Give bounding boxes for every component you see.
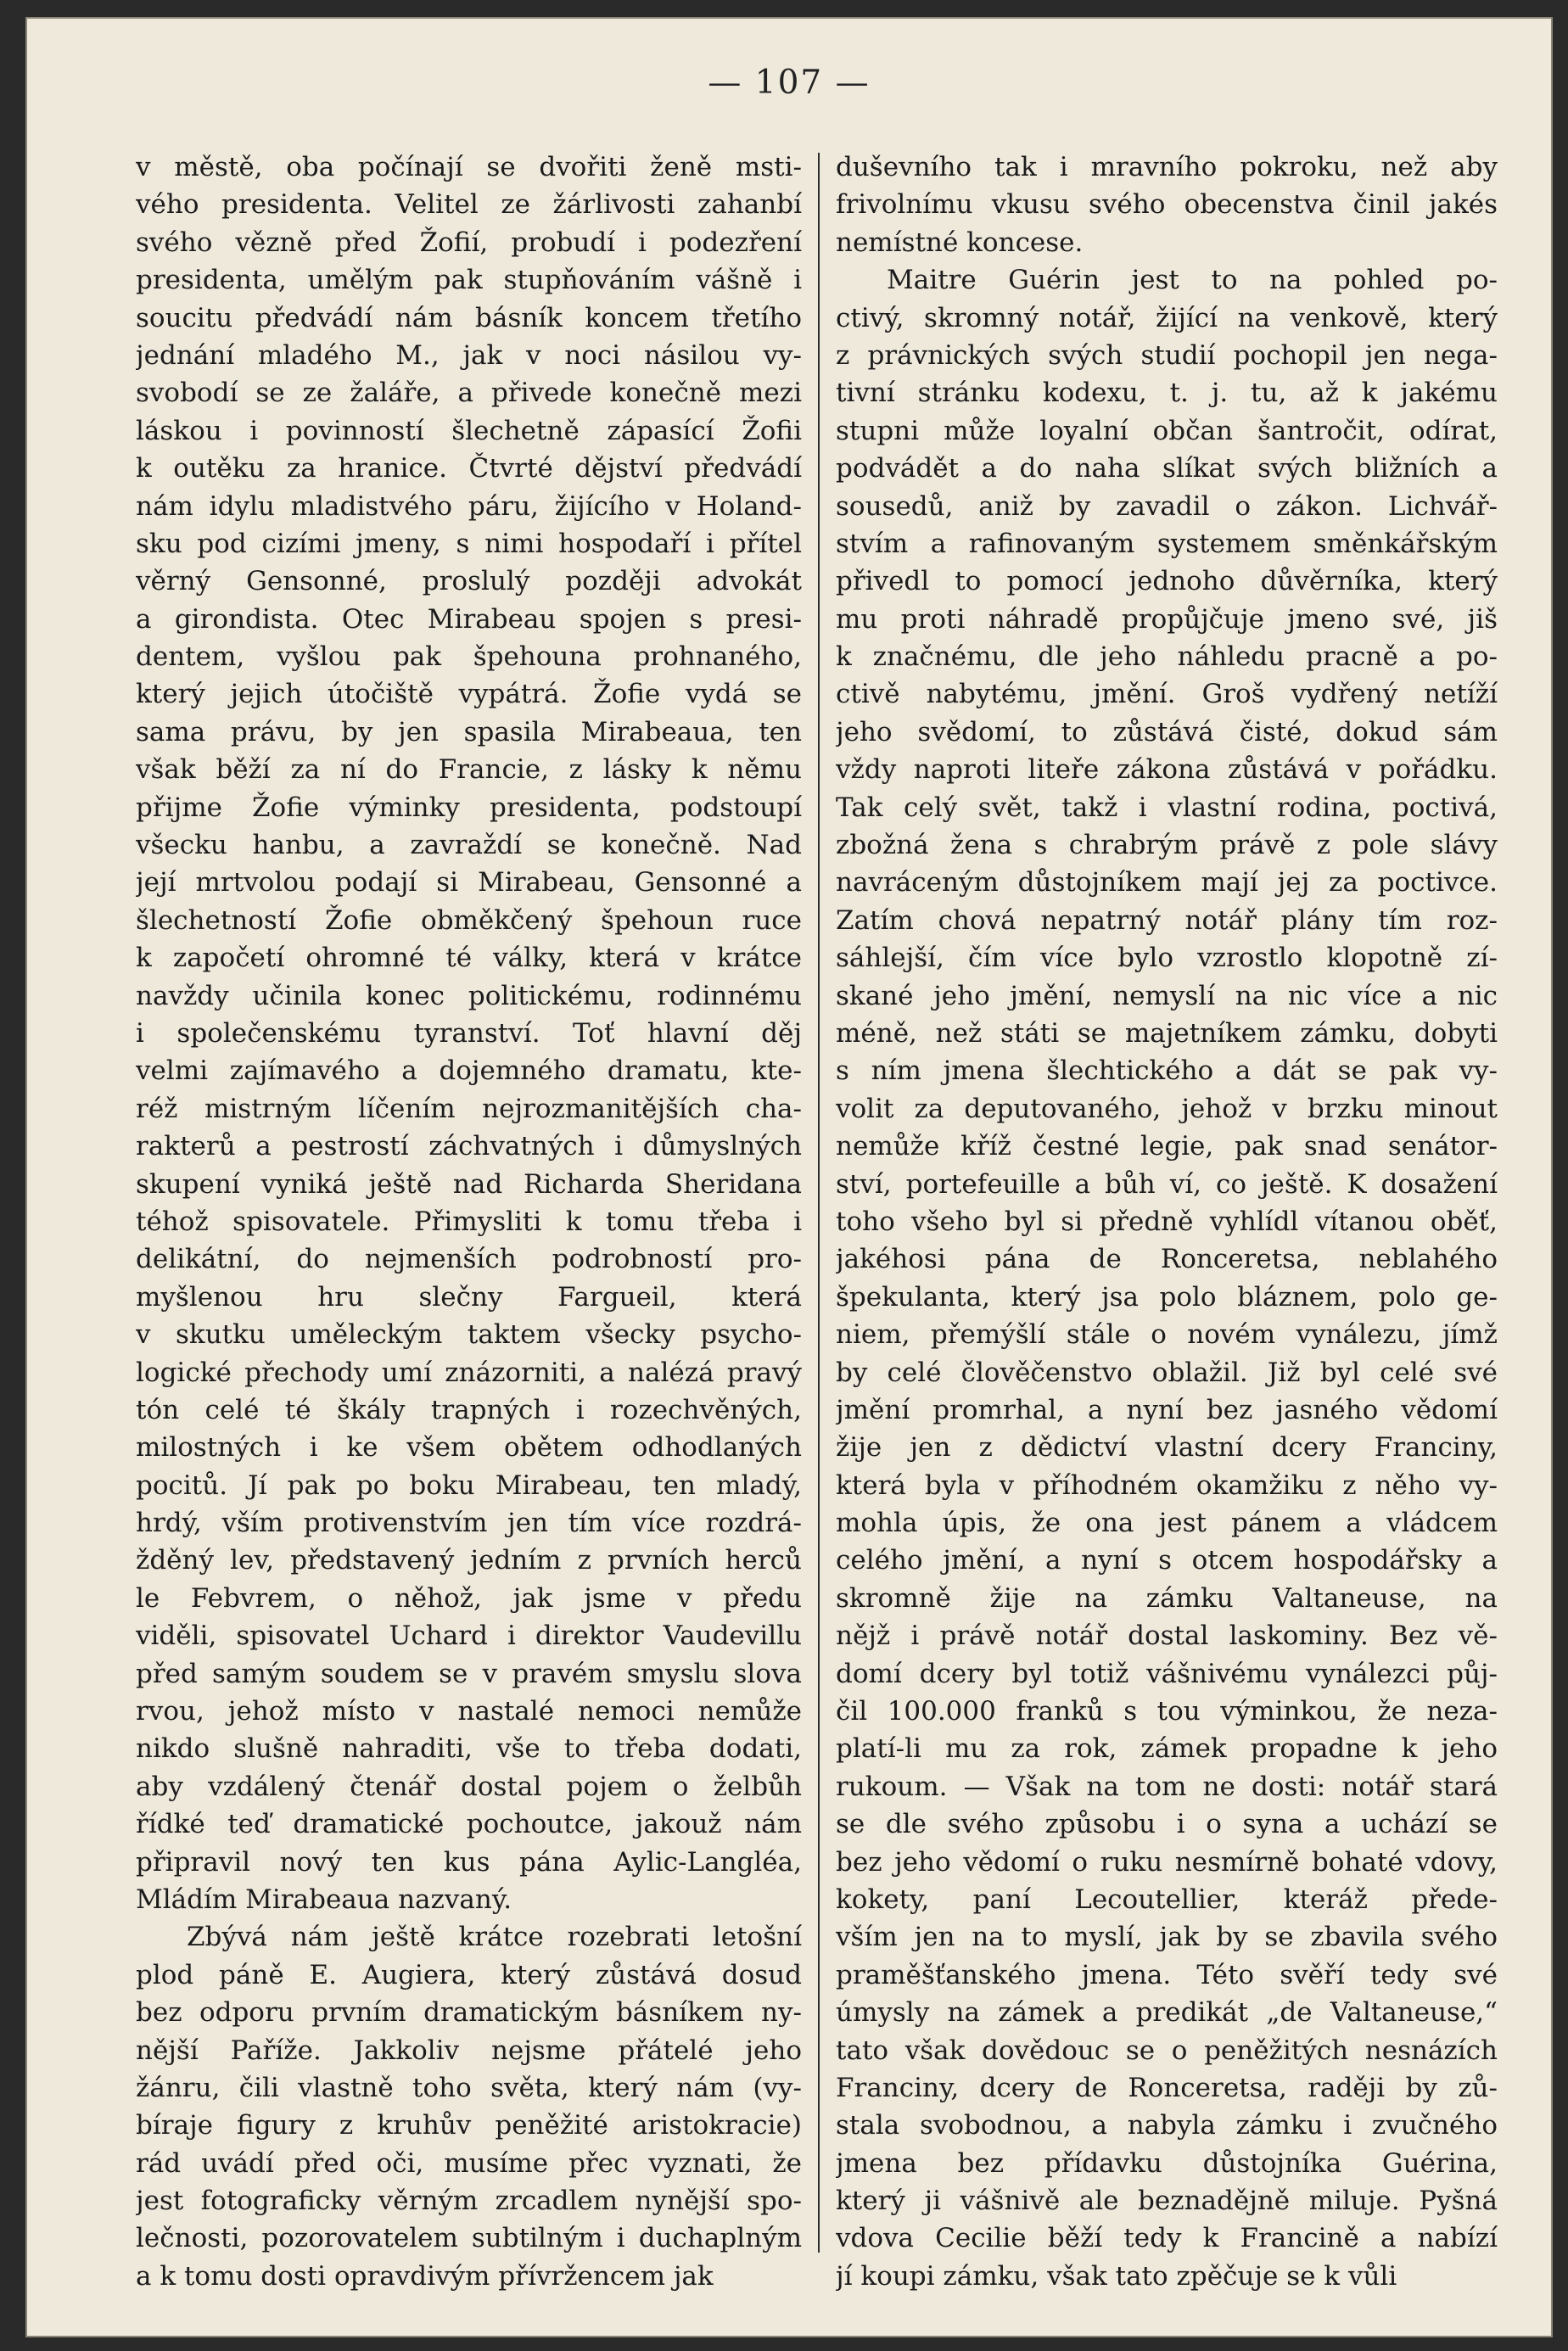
text-line: le Febvrem, o něhož, jak jsme v předu [136, 1582, 802, 1614]
text-line: k značnému, dle jeho náhledu pracně a po- [836, 641, 1498, 673]
text-line: žděný lev, představený jedním z prvních herců [136, 1545, 802, 1576]
text-line: Zbývá nám ještě krátce rozebrati letošní [187, 1922, 802, 1953]
text-line: který ji vášnivě ale beznadějně miluje. Pyšná [836, 2186, 1498, 2217]
text-line: by celé člověčenstvo oblažil. Již byl celé své [836, 1357, 1498, 1388]
text-line: pocitů. Jí pak po boku Mirabeau, ten mladý, [136, 1469, 802, 1501]
text-line: která byla v příhodném okamžiku z něho vy- [836, 1469, 1498, 1501]
text-line: bez odporu prvním dramatickým básníkem ny- [136, 1997, 802, 2029]
text-line: řídké teď dramatické pochoutce, jakouž nám [136, 1809, 802, 1840]
text-line: rakterů a pestrostí záchvatných i důmyslných [136, 1131, 802, 1162]
text-line: ctivý, skromný notář, žijící na venkově, který [836, 302, 1498, 333]
text-line: k započetí ohromné té války, která v krátce [136, 943, 802, 974]
text-line: jest fotograficky věrným zrcadlem nynější spo- [136, 2186, 802, 2217]
text-line: toho všeho byl si předně vyhlídl vítanou oběť, [836, 1206, 1498, 1237]
text-line: logické přechody umí znázorniti, a nalézá pravý [136, 1357, 802, 1388]
text-line: domí dcery byl totiž vášnivému vynálezci půj- [836, 1658, 1498, 1689]
text-line: nám idylu mladistvého páru, žijícího v Holand- [136, 490, 802, 522]
text-line: v skutku uměleckým taktem všecky psycho- [136, 1319, 802, 1351]
text-line: mu proti náhradě propůjčuje jmeno své, jiš [836, 603, 1498, 635]
text-line: úmysly na zámek a predikát „de Valtaneuse,“ [836, 1997, 1498, 2029]
text-line: jeho svědomí, to zůstává čisté, dokud sám [836, 716, 1498, 747]
text-line: viděli, spisovatel Uchard i direktor Vaudevillu [136, 1621, 802, 1652]
text-line: presidenta, umělým pak stupňováním vášně i [136, 265, 802, 296]
text-line: přijme Žofie výminky presidenta, podstoupí [136, 792, 802, 823]
text-line: rukoum. — Však na tom ne dosti: notář stará [836, 1771, 1498, 1802]
text-line: sama právu, by jen spasila Mirabeaua, ten [136, 716, 802, 747]
text-line: žánru, čili vlastně toho světa, který nám (vy- [136, 2072, 802, 2103]
text-line: nemůže kříž čestné legie, pak snad senátor- [836, 1131, 1498, 1162]
text-line: jmění promrhal, a nyní bez jasného vědomí [836, 1394, 1498, 1425]
document-page [25, 17, 1553, 2337]
text-line: se dle svého způsobu i o syna a uchází se [836, 1809, 1498, 1840]
text-line: láskou i povinností šlechetně zápasící Žofii [136, 415, 802, 446]
text-line: soucitu předvádí nám básník koncem třetího [136, 302, 802, 333]
text-line: rád uvádí před oči, musíme přec vyznati, že [136, 2147, 802, 2179]
text-line: sáhlejší, čím více bylo vzrostlo klopotně zí- [836, 943, 1498, 974]
text-line: k outěku za hranice. Čtvrté dějství předvádí [136, 453, 802, 484]
text-line: a girondista. Otec Mirabeau spojen s presi- [136, 603, 802, 635]
text-line: hrdý, vším protivenstvím jen tím více rozdrá- [136, 1508, 802, 1539]
text-line: sousedů, aniž by zavadil o zákon. Lichvář- [836, 490, 1498, 522]
text-line: vdova Cecilie běží tedy k Francině a nabízí [836, 2223, 1498, 2254]
text-line: navráceným důstojníkem mají jej za poctivce. [836, 867, 1498, 898]
text-line: Maitre Guérin jest to na pohled po- [887, 265, 1498, 296]
text-line: Tak celý svět, takž i vlastní rodina, poctivá, [836, 792, 1498, 823]
text-line: a k tomu dosti opravdivým přívržencem jak [136, 2260, 714, 2292]
text-line: nějž i právě notář dostal laskominy. Bez vě- [836, 1621, 1498, 1652]
text-line: jí koupi zámku, však tato zpěčuje se k vůli [836, 2260, 1397, 2292]
text-line: nemístné koncese. [836, 227, 1084, 258]
text-line: praměšťanského jmena. Této svěří tedy své [836, 1959, 1498, 1990]
column-divider [818, 153, 820, 2253]
text-line: Zatím chová nepatrný notář plány tím roz- [836, 904, 1498, 936]
text-line: tivní stránku kodexu, t. j. tu, až k jakému [836, 378, 1498, 409]
text-line: svobodí se ze žaláře, a přivede konečně mezi [136, 378, 802, 409]
text-line: rvou, jehož místo v nastalé nemoci nemůže [136, 1696, 802, 1727]
left-column [136, 148, 802, 2295]
text-line: vého presidenta. Velitel ze žárlivosti zahanbí [136, 189, 802, 221]
text-line: myšlenou hru slečny Fargueil, která [136, 1281, 802, 1313]
text-line: platí-li mu za rok, zámek propadne k jeho [836, 1733, 1498, 1765]
right-column [836, 148, 1498, 2295]
text-line: skané jeho jmění, nemyslí na nic více a nic [836, 980, 1498, 1011]
text-line: i společenskému tyranství. Toť hlavní děj [136, 1017, 802, 1049]
text-line: ství, portefeuille a bůh ví, co ještě. K dosažení [836, 1168, 1498, 1200]
text-line: jakéhosi pána de Ronceretsa, neblahého [836, 1244, 1498, 1275]
text-line: réž mistrným líčením nejrozmanitějších cha- [136, 1093, 802, 1124]
text-line: velmi zajímavého a dojemného dramatu, kte- [136, 1055, 802, 1087]
text-line: frivolnímu vkusu svého obecenstva činil jakés [836, 189, 1498, 221]
text-line: zbožná žena s chrabrým právě z pole slávy [836, 830, 1498, 861]
text-line: připravil nový ten kus pána Aylic-Langléa, [136, 1846, 802, 1878]
text-line: který jejich útočiště vypátrá. Žofie vydá se [136, 679, 802, 710]
text-line: žije jen z dědictví vlastní dcery Franciny, [836, 1432, 1498, 1464]
text-line: před samým soudem se v pravém smyslu slova [136, 1658, 802, 1689]
text-line: skromně žije na zámku Valtaneuse, na [836, 1582, 1498, 1614]
text-line: celého jmění, a nyní s otcem hospodářsky a [836, 1545, 1498, 1576]
text-line: špekulanta, který jsa polo bláznem, polo ge- [836, 1281, 1498, 1313]
text-line: stala svobodnou, a nabyla zámku i zvučného [836, 2110, 1498, 2141]
text-line: nikdo slušně nahraditi, vše to třeba dodati, [136, 1733, 802, 1765]
text-line: z právnických svých studií pochopil jen nega- [836, 339, 1498, 371]
text-line: čil 100.000 franků s tou výminkou, že neza- [836, 1696, 1498, 1727]
text-line: vždy naproti liteře zákona zůstává v pořádku. [836, 754, 1498, 786]
text-line: bez jeho vědomí o ruku nesmírně bohaté vdovy, [836, 1846, 1498, 1878]
text-line: kokety, paní Lecoutellier, kteráž přede- [836, 1884, 1498, 1915]
text-line: stupni může loyalní občan šantročit, odírat, [836, 415, 1498, 446]
text-line: méně, než státi se majetníkem zámku, dobyti [836, 1017, 1498, 1049]
text-line: skupení vyniká ještě nad Richarda Sheridana [136, 1168, 802, 1200]
text-line: jednání mladého M., jak v noci násilou vy- [136, 339, 802, 371]
text-line: jmena bez přídavku důstojníka Guérina, [836, 2147, 1498, 2179]
text-line: stvím a rafinovaným systemem směnkářským [836, 528, 1498, 559]
text-line: však běží za ní do Francie, z lásky k němu [136, 754, 802, 786]
text-line: delikátní, do nejmenších podrobností pro- [136, 1244, 802, 1275]
text-line: všecku hanbu, a zavraždí se konečně. Nad [136, 830, 802, 861]
text-line: plod páně E. Augiera, který zůstává dosud [136, 1959, 802, 1990]
text-line: tato však dovědouc se o peněžitých nesnázích [836, 2035, 1498, 2066]
text-line: Mládím Mirabeaua nazvaný. [136, 1884, 512, 1915]
text-line: lečnosti, pozorovatelem subtilným i duchaplným [136, 2223, 802, 2254]
text-line: tón celé té škály trapných i rozechvěných, [136, 1394, 802, 1425]
text-line: téhož spisovatele. Přimysliti k tomu třeba i [136, 1206, 802, 1237]
text-line: šlechetností Žofie obměkčený špehoun ruce [136, 904, 802, 936]
text-line: niem, přemýšlí stále o novém vynálezu, jímž [836, 1319, 1498, 1351]
text-line: podvádět a do naha slíkat svých bližních a [836, 453, 1498, 484]
text-line: volit za deputovaného, jehož v brzku minout [836, 1093, 1498, 1124]
text-line: milostných i ke všem obětem odhodlaných [136, 1432, 802, 1464]
text-line: nější Paříže. Jakkoliv nejsme přátelé jeho [136, 2035, 802, 2066]
text-line: vším jen na to myslí, jak by se zbavila svého [836, 1922, 1498, 1953]
text-line: ctivě nabytému, jmění. Groš vydřený netíží [836, 679, 1498, 710]
text-line: duševního tak i mravního pokroku, než aby [836, 152, 1498, 182]
text-line: dentem, vyšlou pak špehouna prohnaného, [136, 641, 802, 673]
text-line: svého vězně před Žofií, probudí i podezření [136, 227, 802, 258]
page-number: — 107 — [708, 64, 871, 102]
text-line: mohla úpis, že ona jest pánem a vládcem [836, 1508, 1498, 1539]
text-line: sku pod cizími jmeny, s nimi hospodaří i přítel [136, 528, 802, 559]
text-line: s ním jmena šlechtického a dát se pak vy- [836, 1055, 1498, 1087]
text-line: bíraje figury z kruhův peněžité aristokracie) [136, 2110, 802, 2141]
text-line: její mrtvolou podají si Mirabeau, Gensonné a [136, 867, 802, 898]
text-line: Franciny, dcery de Ronceretsa, raději by zů- [836, 2072, 1498, 2103]
text-line: přivedl to pomocí jednoho důvěrníka, který [836, 566, 1498, 597]
text-line: věrný Gensonné, proslulý později advokát [136, 566, 802, 597]
text-line: aby vzdálený čtenář dostal pojem o želbůh [136, 1771, 802, 1802]
text-line: v městě, oba počínají se dvořiti ženě msti- [136, 152, 802, 182]
text-line: navždy učinila konec politickému, rodinnému [136, 980, 802, 1011]
